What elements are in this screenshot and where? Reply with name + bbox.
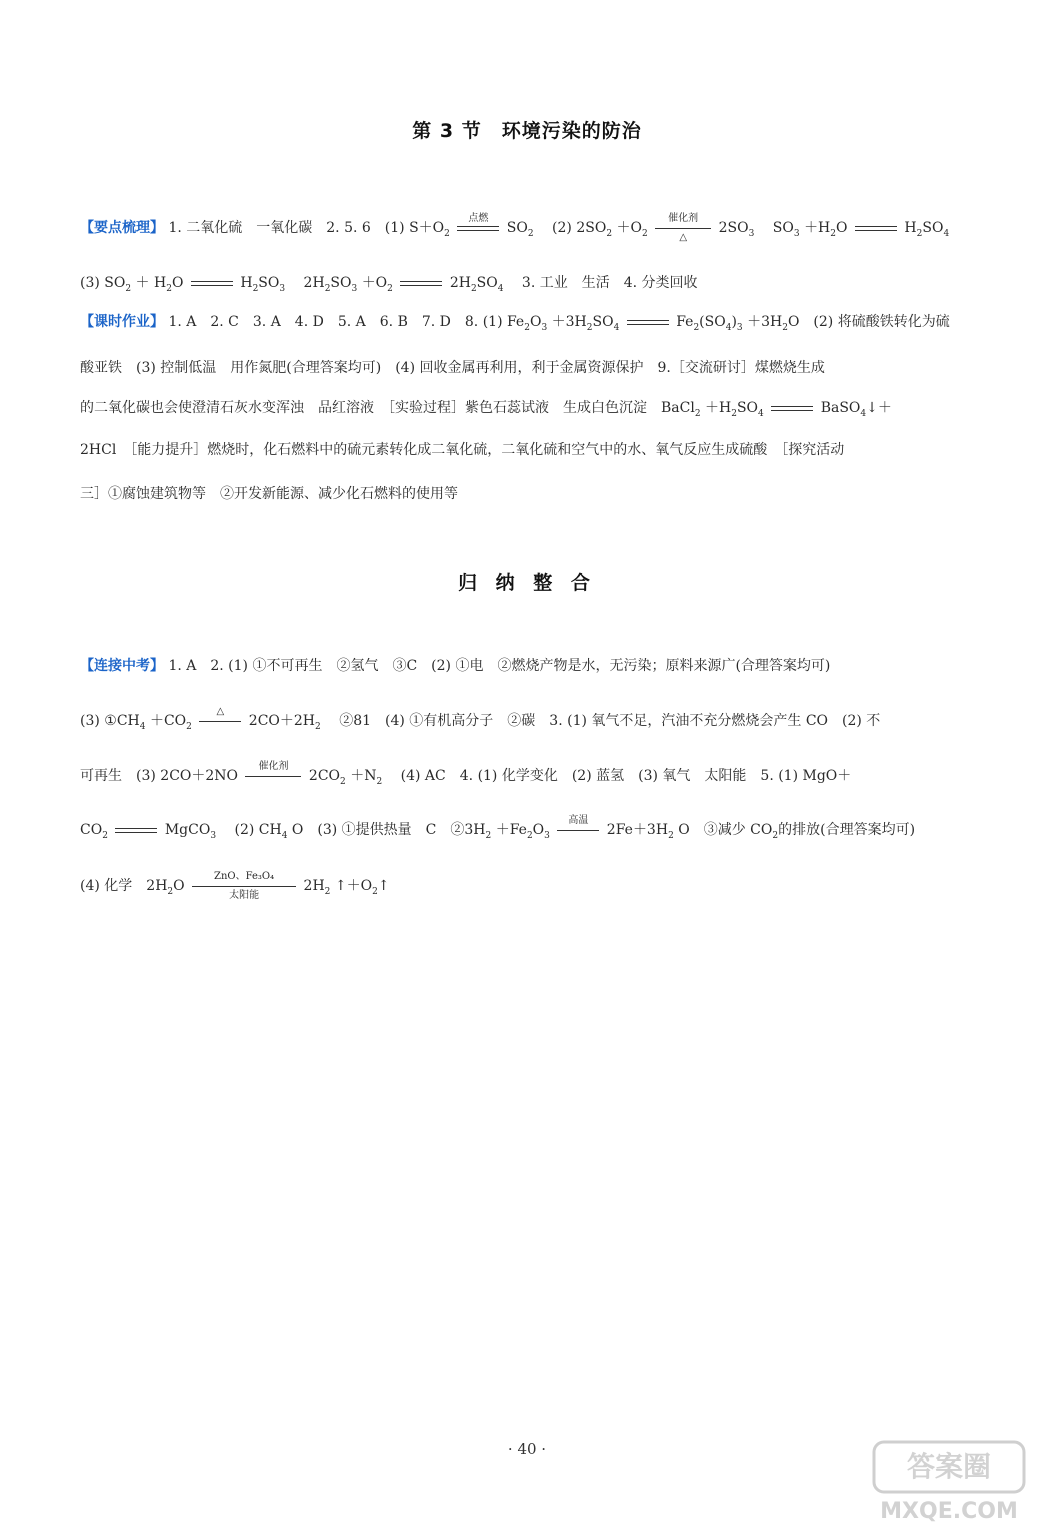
sub: 4 — [725, 322, 732, 333]
equal-sign — [245, 776, 301, 777]
sub: 2 — [252, 283, 259, 294]
sub: 2 — [444, 228, 450, 239]
condition-label: △ — [216, 706, 225, 717]
answer-line — [80, 871, 1020, 902]
text: 2H — [449, 275, 471, 291]
sub: 2 — [782, 322, 788, 333]
sub: 2 — [586, 322, 593, 333]
sub: 2 — [641, 228, 648, 239]
text: O (2) 将硫酸铁转化为硫 — [787, 314, 950, 330]
text: ＋Fe — [495, 822, 527, 838]
sub: 3 — [279, 283, 286, 294]
equal-sign-long — [769, 398, 815, 418]
equal-sign-long — [398, 273, 444, 293]
sub: 3 — [351, 283, 358, 294]
sub: 3 — [544, 830, 550, 841]
sub: 2 — [731, 408, 737, 419]
reaction-condition-catalyst-heat — [653, 213, 713, 243]
condition-label: 高温 — [568, 815, 589, 826]
text: (4) 化学 2H — [80, 878, 168, 894]
sub: 2 — [167, 886, 174, 897]
equal-sign — [771, 406, 813, 411]
text: (2) CH — [220, 822, 282, 838]
sub: 4 — [613, 322, 620, 333]
sub: 2 — [668, 830, 674, 841]
answer-line — [80, 398, 1020, 424]
condition-label-bottom: △ — [679, 232, 688, 243]
text: O — [836, 220, 848, 236]
text: ↑ — [377, 878, 390, 894]
text: SO — [758, 220, 794, 236]
text: 的二氧化碳也会使澄清石灰水变浑浊 品红溶液 ［实验过程］紫色石蕊试液 生成白色沉淀 BaCl — [80, 400, 695, 416]
text: 1. A 2. (1) ①不可再生 ②氢气 ③C (2) ①电 ②燃烧产物是水，无污染；原料来源广(合理答案均可) — [168, 658, 831, 674]
homework-tag: 【课时作业】 — [80, 314, 164, 330]
section-title-env-pollution: 第 3 节 环境污染的防治 — [412, 120, 642, 142]
sub: 2 — [166, 283, 172, 294]
homework-line — [80, 312, 1020, 338]
equal-sign — [115, 828, 157, 833]
key-points-line — [80, 213, 1020, 244]
text: ②81 (4) ①有机高分子 ②碳 3. (1) 氧气不足，汽油不充分燃烧会产生 CO (2) 不 — [325, 713, 881, 729]
sub: 2 — [606, 228, 613, 239]
sub: 2 — [340, 776, 346, 787]
sub: 2 — [694, 408, 701, 419]
equal-sign-long — [625, 312, 671, 332]
condition-label: 催化剂 — [258, 761, 289, 772]
answer-line: 酸亚铁 (3) 控制低温 用作氮肥(合理答案均可) (4) 回收金属再利用，利于金属资源保护 9.［交流研讨］煤燃烧生成 — [80, 360, 825, 376]
sub: 2 — [315, 721, 321, 732]
answer-line — [80, 761, 1020, 792]
text: BaSO — [820, 400, 861, 416]
text: H — [904, 220, 917, 236]
text: 1. 二氧化硫 一氧化碳 2. 5. 6 (1) S＋O — [168, 220, 445, 236]
text: 2H — [303, 878, 325, 894]
sub: 2 — [527, 228, 534, 239]
page-number: · 40 · — [507, 1440, 547, 1458]
text: MgCO — [164, 822, 211, 838]
text: SO — [476, 275, 498, 291]
text: SO — [258, 275, 280, 291]
answer-line — [80, 815, 1020, 846]
text: SO — [506, 220, 528, 236]
sub: 2 — [830, 228, 837, 239]
text: ＋H — [804, 220, 831, 236]
text: ＋H — [705, 400, 732, 416]
sub: 2 — [524, 322, 530, 333]
condition-label: ZnO、Fe₃O₄ — [214, 871, 275, 882]
equal-sign-long — [113, 820, 159, 840]
sub: 4 — [758, 408, 764, 419]
text: (2) 2SO — [538, 220, 607, 236]
sub: 3 — [541, 322, 548, 333]
sub: 4 — [139, 721, 146, 732]
answer-line — [80, 273, 1020, 299]
text: H — [240, 275, 253, 291]
sub: 2 — [387, 283, 393, 294]
equal-sign — [191, 281, 233, 286]
sub: 3 — [210, 830, 217, 841]
sub: 2 — [485, 830, 492, 841]
sub: 4 — [497, 283, 504, 294]
reaction-condition-catalyst — [243, 761, 303, 786]
equal-sign — [457, 226, 499, 231]
condition-label: 点燃 — [468, 213, 489, 224]
text: O ③减少 CO — [678, 822, 773, 838]
text: 2SO — [718, 220, 749, 236]
exam-link-tag: 【连接中考】 — [80, 658, 164, 674]
key-points-tag: 【要点梳理】 — [80, 220, 164, 236]
equal-sign — [400, 281, 442, 286]
sub: 4 — [281, 830, 288, 841]
text: O — [529, 314, 542, 330]
reaction-condition-heat — [197, 706, 243, 731]
text: ＋3H — [747, 314, 783, 330]
text: SO — [592, 314, 614, 330]
sub: 2 — [186, 721, 192, 732]
exam-link-line — [80, 656, 1020, 676]
text: 3. 工业 生活 4. 分类回收 — [507, 275, 698, 291]
watermark-logo — [866, 1436, 1036, 1526]
text: ＋O — [616, 220, 642, 236]
text: 的排放(合理答案均可) — [778, 822, 916, 838]
equal-sign — [855, 226, 897, 231]
reaction-condition-catalyst-solar — [190, 871, 298, 901]
text: ＋3H — [551, 314, 587, 330]
sub: 3 — [793, 228, 800, 239]
text: SO — [736, 400, 759, 416]
sub: 2 — [372, 886, 378, 897]
watermark-text: MXQE.COM — [880, 1499, 1018, 1524]
sub: 4 — [943, 228, 950, 239]
text: ＋O — [361, 275, 388, 291]
text: 2Fe＋3H — [606, 822, 669, 838]
text: 2H — [289, 275, 325, 291]
text: ＋CO — [149, 713, 187, 729]
answer-line — [80, 706, 1020, 737]
text: ＋ H — [135, 275, 167, 291]
condition-label: 催化剂 — [668, 213, 699, 224]
sub: 3 — [736, 322, 743, 333]
sub: 4 — [860, 408, 867, 419]
text: 1. A 2. C 3. A 4. D 5. A 6. B 7. D 8. (1) Fe — [168, 314, 525, 330]
text: (SO — [699, 314, 726, 330]
sub: 2 — [324, 283, 331, 294]
text: O (3) ①提供热量 C ②3H — [291, 822, 486, 838]
answer-line: 三］①腐蚀建筑物等 ②开发新能源、减少化石燃料的使用等 — [80, 486, 458, 502]
text: ) — [731, 314, 737, 330]
section-title-summary: 归 纳 整 合 — [458, 572, 596, 594]
sub: 2 — [324, 886, 331, 897]
sub: 3 — [748, 228, 755, 239]
equal-sign — [557, 830, 599, 831]
text: (3) ①CH — [80, 713, 140, 729]
text: CO — [80, 822, 103, 838]
text: O — [171, 275, 184, 291]
sub: 2 — [125, 283, 132, 294]
sub: 2 — [772, 830, 779, 841]
text: SO — [330, 275, 352, 291]
text: (3) SO — [80, 275, 126, 291]
equal-sign-long — [853, 218, 899, 238]
text: ↓＋ — [866, 400, 892, 416]
text: O — [532, 822, 545, 838]
text: SO — [922, 220, 944, 236]
sub: 2 — [526, 830, 533, 841]
text: 可再生 (3) 2CO＋2NO — [80, 768, 239, 784]
reaction-condition-high-temp — [555, 815, 601, 840]
text: ＋N — [350, 768, 377, 784]
condition-label-bottom: 太阳能 — [229, 890, 260, 901]
text: (4) AC 4. (1) 化学变化 (2) 蓝氢 (3) 氧气 太阳能 5. (1) MgO＋ — [386, 768, 852, 784]
equal-sign — [199, 721, 241, 722]
reaction-condition-ignite — [455, 213, 501, 238]
text: Fe — [676, 314, 694, 330]
text: 2CO — [308, 768, 341, 784]
text: ↑＋O — [334, 878, 373, 894]
sub: 2 — [102, 830, 108, 841]
svg-text:答案圈: 答案圈 — [906, 1450, 992, 1483]
sub: 2 — [376, 776, 383, 787]
sub: 2 — [470, 283, 477, 294]
equal-sign — [627, 320, 669, 325]
text: 2CO＋2H — [248, 713, 316, 729]
text: O — [173, 878, 185, 894]
equal-sign-long — [189, 273, 235, 293]
sub: 2 — [916, 228, 923, 239]
answer-line: 2HCl ［能力提升］燃烧时，化石燃料中的硫元素转化成二氧化硫，二氧化硫和空气中的水、氧气反应生成硫酸 ［探究活动 — [80, 442, 845, 458]
sub: 2 — [693, 322, 700, 333]
